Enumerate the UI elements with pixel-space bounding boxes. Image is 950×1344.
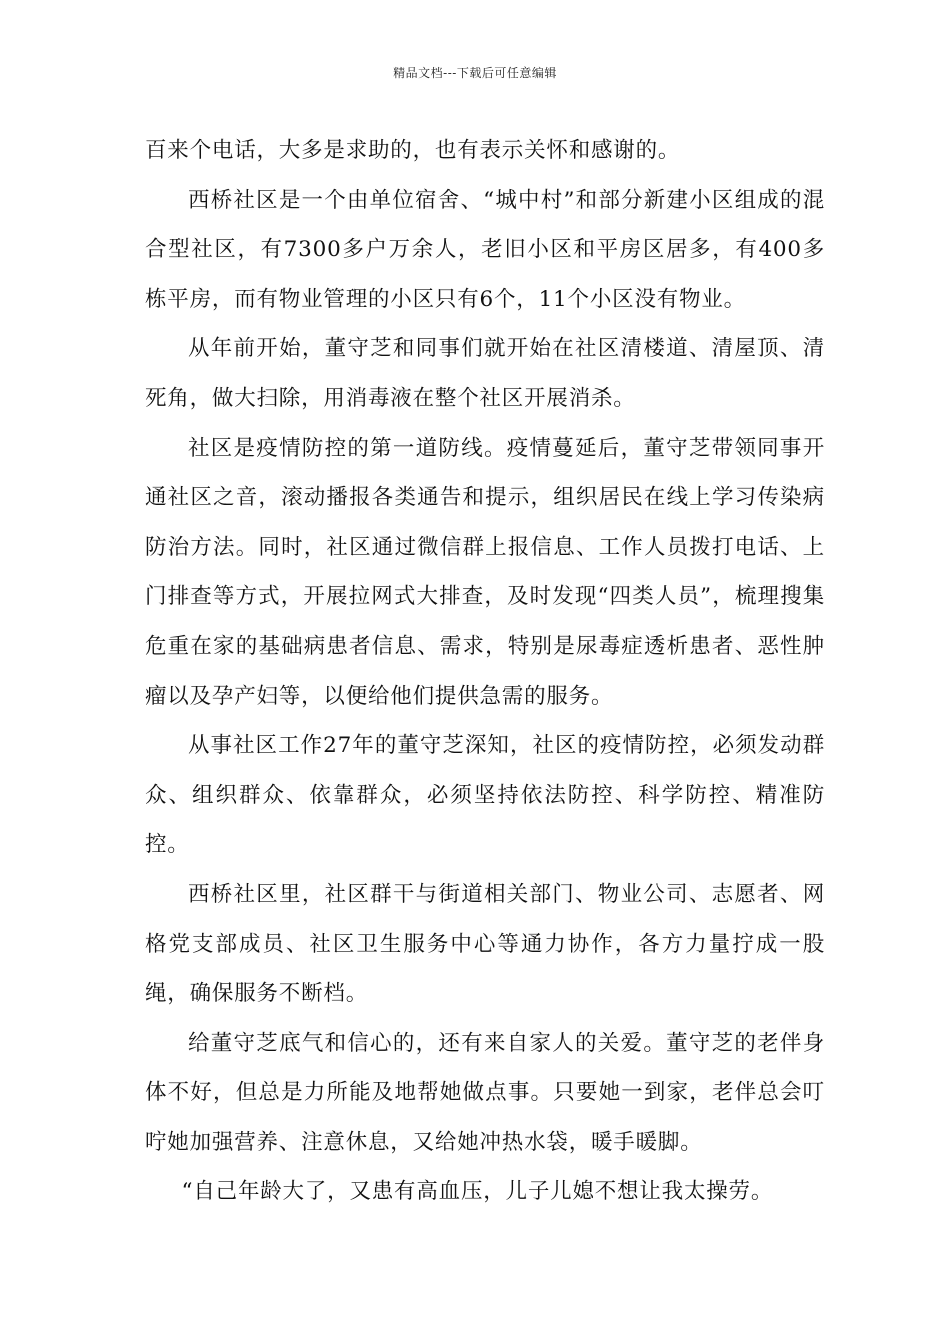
document-body <box>145 126 825 1217</box>
paragraph: 从年前开始，董守芝和同事们就开始在社区清楼道、清屋顶、清死角，做大扫除，用消毒液在整个社区开展消杀。 <box>145 336 825 411</box>
paragraph: “自己年龄大了，又患有高血压，儿子儿媳不想让我太操劳。 <box>181 1179 774 1205</box>
paragraph: 从事社区工作27年的董守芝深知，社区的疫情防控，必须发动群众、组织群众、依靠群众，必须坚持依法防控、科学防控、精准防控。 <box>145 733 825 858</box>
paragraph: 给董守芝底气和信心的，还有来自家人的关爱。董守芝的老伴身体不好，但总是力所能及地帮她做点事。只要她一到家，老伴总会叮咛她加强营养、注意休息，又给她冲热水袋，暖手暖脚。 <box>145 1030 825 1155</box>
paragraph: 西桥社区里，社区群干与街道相关部门、物业公司、志愿者、网格党支部成员、社区卫生服务中心等通力协作，各方力量拧成一股绳，确保服务不断档。 <box>145 881 825 1007</box>
paragraph: 百来个电话，大多是求助的，也有表示关怀和感谢的。 <box>145 138 681 163</box>
paragraph: 社区是疫情防控的第一道防线。疫情蔓延后，董守芝带领同事开通社区之音，滚动播报各类通告和提示，组织居民在线上学习传染病防治方法。同时，社区通过微信群上报信息、工作人员拨打电话、上门排查等方式，开展拉网式大排查，及时发现“四类人员”，梳理搜集危重在家的基础病患者信息、需求，特别是尿毒症透析患者、恶性肿瘤以及孕产妇等，以便给他们提供急需的服务。 <box>145 435 825 709</box>
page-header: 精品文档---下载后可任意编辑 <box>393 66 557 80</box>
paragraph: 西桥社区是一个由单位宿舍、“城中村”和部分新建小区组成的混合型社区，有7300多户万余人，老旧小区和平房区居多，有400多栋平房，而有物业管理的小区只有6个，11个小区没有物业。 <box>145 187 825 312</box>
